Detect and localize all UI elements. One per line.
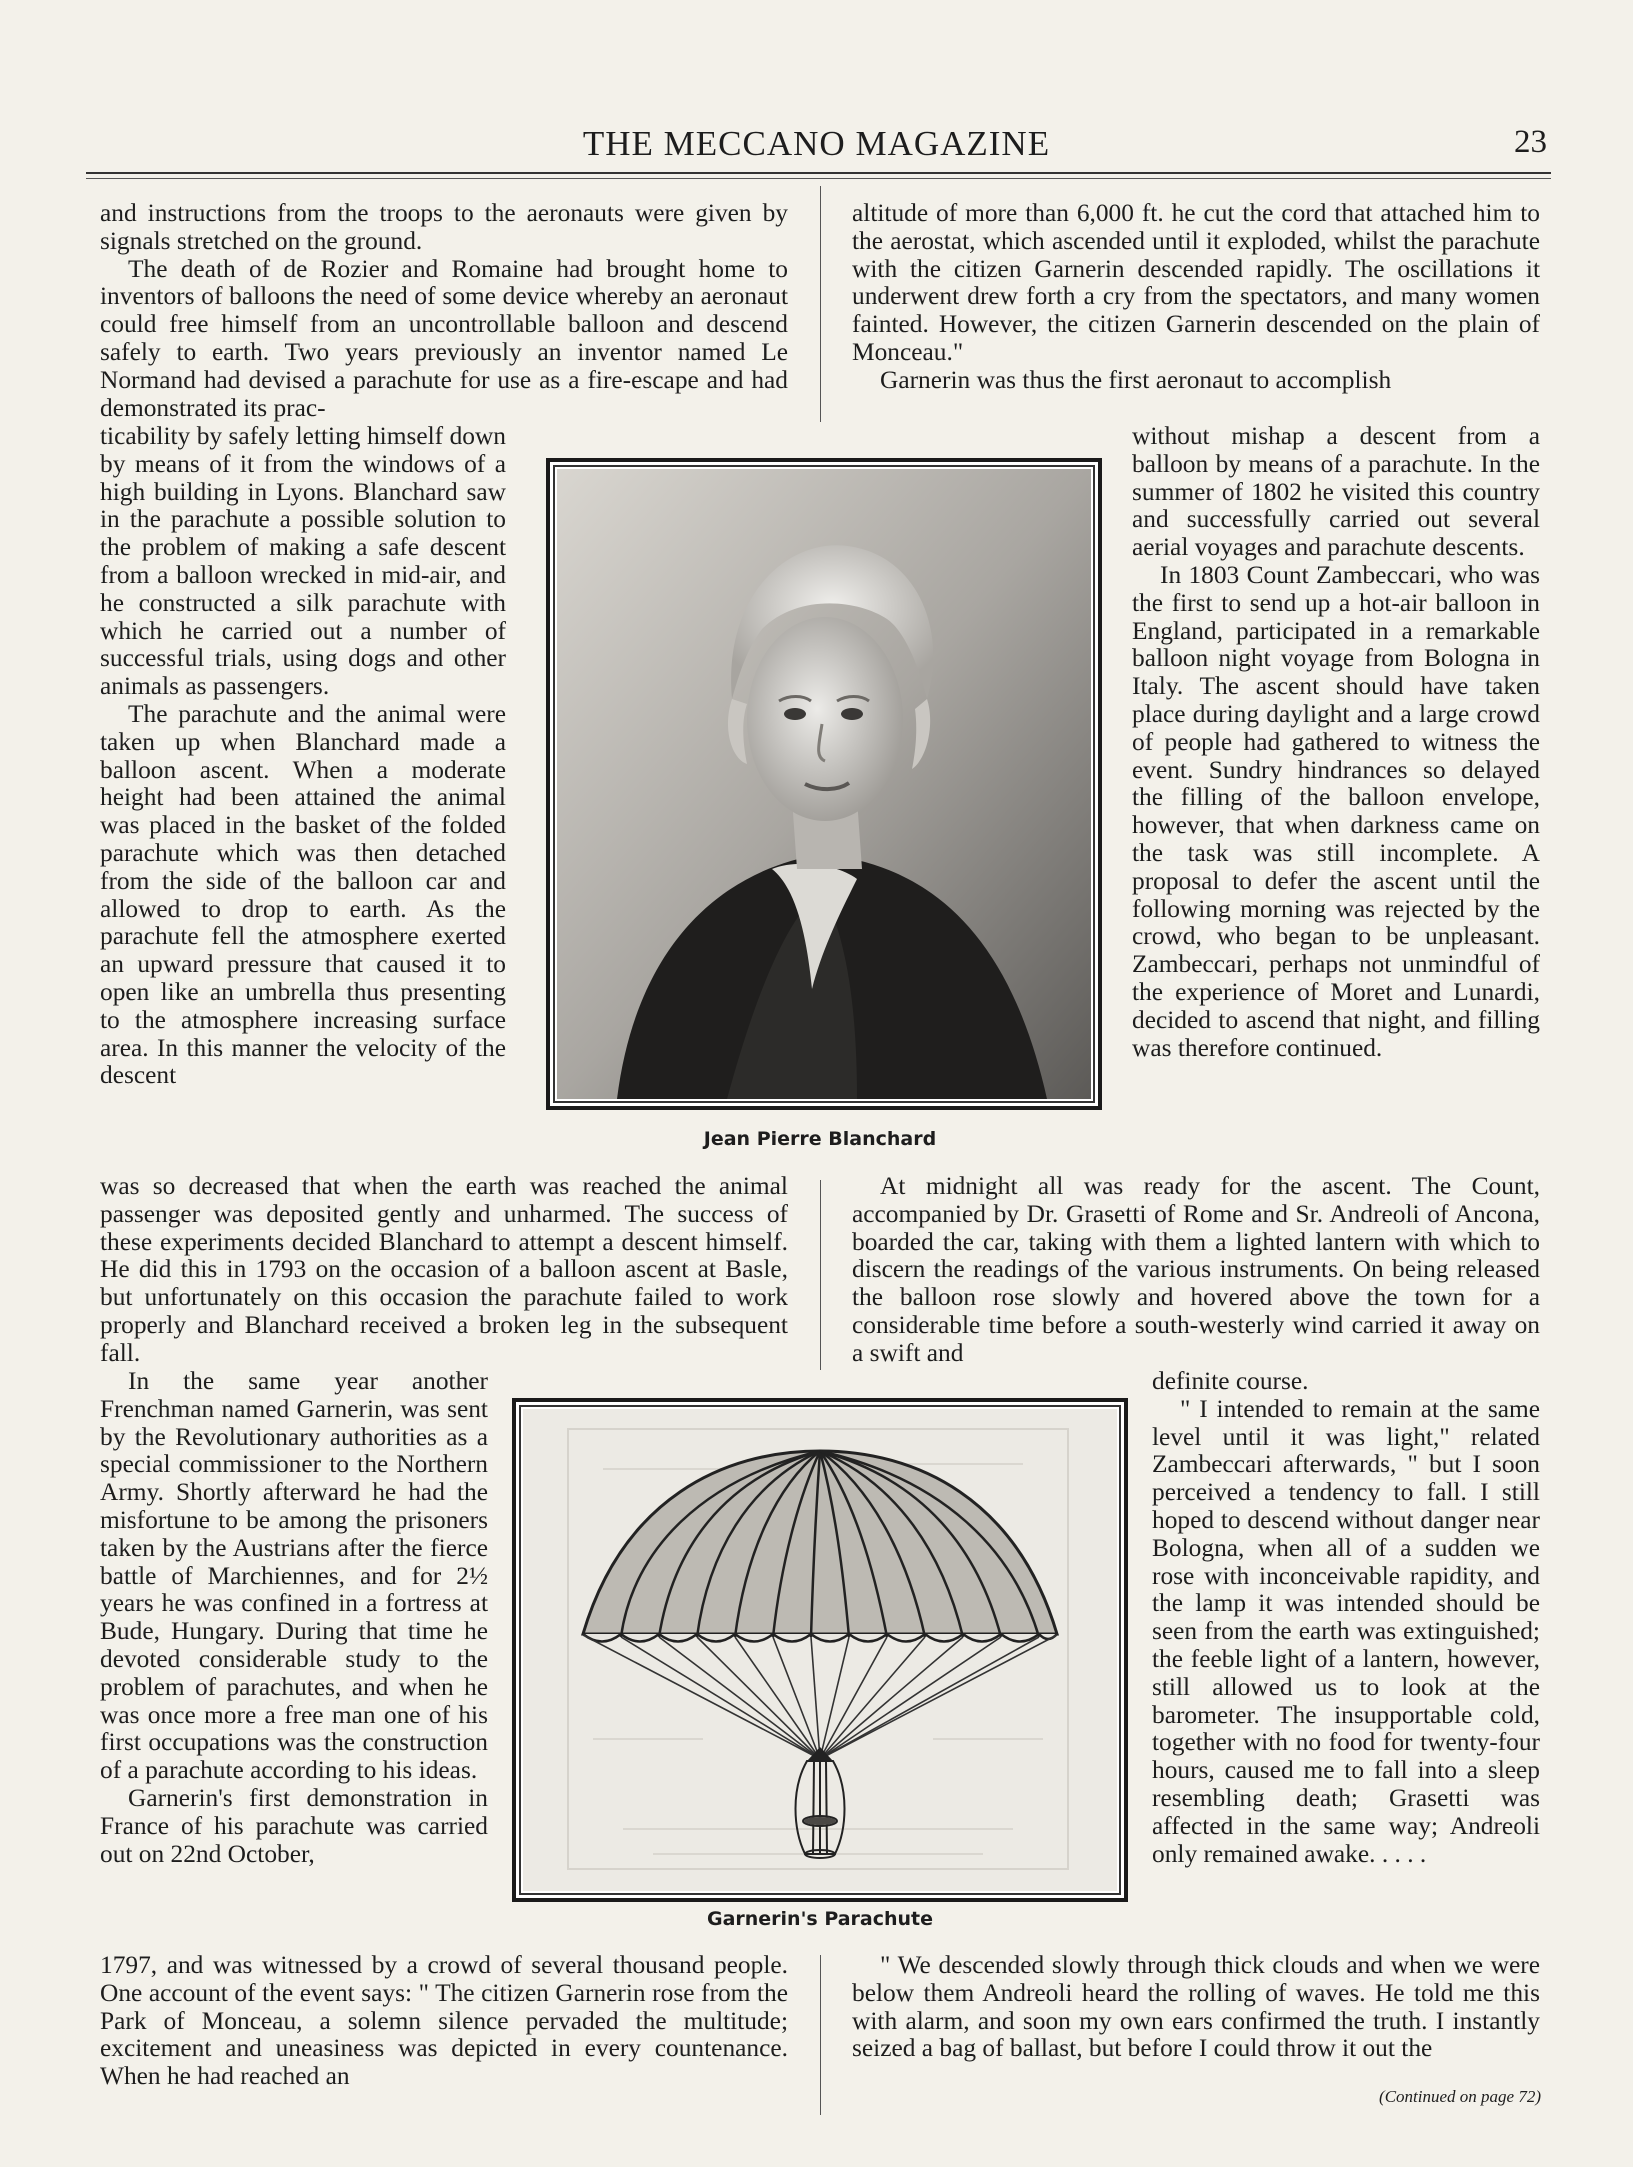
column-divider: [820, 1180, 821, 1370]
header-rule: [86, 172, 1551, 174]
paragraph: At midnight all was ready for the ascent. The Count, accompanied by Dr. Grasetti of Rome and Sr. Andreoli of Ancona, boarded the car, taking with them a lighted lantern with which to discern the readings of the various instruments. On being released the balloon rose slowly and hovered above the town for a considerable time before a south-westerly wind carried it away on a swift and: [852, 1172, 1540, 1367]
paragraph: and instructions from the troops to the aeronauts were given by signals stretched on the ground.: [100, 199, 788, 255]
paragraph: definite course.: [1152, 1367, 1309, 1395]
paragraph: Garnerin's first demonstration in France of his parachute was carried out on 22nd October,: [100, 1783, 488, 1868]
magazine-title: THE MECCANO MAGAZINE: [582, 124, 1051, 163]
left-column-middle: [100, 1173, 788, 1368]
portrait-caption: Jean Pierre Blanchard: [703, 1128, 937, 1150]
paragraph: " We descended slowly through thick clouds and when we were below them Andreoli heard the rolling of waves. He told me this with alarm, and soon my own ears confirmed the truth. I instantly seized a bag of ballast, but before I could throw it out the: [852, 1951, 1540, 2063]
paragraph: without mishap a descent from a balloon by means of a parachute. In the summer of 1802 he visited this country and successfully carried out several aerial voyages and parachute descents.: [1132, 422, 1540, 562]
paragraph: In the same year another Frenchman named Garnerin, was sent by the Revolutionary authorities as a special commissioner to the Northern Army. Shortly afterward he had the misfortune to be among the prisoners taken by the Austrians after the fierce battle of Marchiennes, and for 2½ years he was confined in a fortress at Bude, Hungary. During that time he devoted considerable study to the problem of parachutes, and when he was once more a free man one of his first occupations was the construction of a parachute according to his ideas.: [100, 1367, 488, 1785]
paragraph: ticability by safely letting himself down by means of it from the windows of a high building in Lyons. Blanchard saw in the parachute a possible solution to the problem of making a safe descent from a balloon wrecked in mid-air, and he constructed a silk parachute with which he carried out a number of successful trials, using dogs and other animals as passengers.: [100, 422, 506, 701]
portrait-figure: [546, 458, 1102, 1110]
header-rule-thin: [86, 178, 1551, 179]
column-divider: [820, 1955, 821, 2115]
right-column-top: [852, 200, 1540, 395]
left-column-top: [100, 200, 788, 422]
paragraph: " I intended to remain at the same level until it was light," related Zambeccari afterwards, " but I soon perceived a tendency to fall. I still hoped to descend without danger near Bologna, when all of a sudden we rose with inconceivable rapidity, and the lamp it was intended should be seen from the earth was extinguished; the feeble light of a lantern, however, still allowed us to look at the barometer. The insupportable cold, together with no food for twenty-four hours, caused me to fall into a sleep resembling death; Grasetti was affected in the same way; Andreoli only remained awake. . . . .: [1152, 1394, 1540, 1868]
paragraph: The parachute and the animal were taken up when Blanchard made a balloon ascent. When a moderate height had been attained the animal was placed in the basket of the folded parachute which was then detached from the side of the balloon car and allowed to drop to earth. As the parachute fell the atmosphere exerted an upward pressure that caused it to open like an umbrella thus presenting to the atmosphere increasing surface area. In this manner the velocity of the descent: [100, 699, 506, 1090]
paragraph: was so decreased that when the earth was reached the animal passenger was deposited gently and unharmed. The success of these experiments decided Blanchard to attempt a descent himself. He did this in 1793 on the occasion of a balloon ascent at Basle, but unfortunately on this occasion the parachute failed to work properly and Blanchard received a broken leg in the subsequent fall.: [100, 1172, 788, 1367]
blanchard-portrait-image: [557, 469, 1091, 1099]
right-column-bottom: [852, 1952, 1540, 2063]
right-column-beside-parachute: [1152, 1368, 1540, 1868]
garnerin-parachute-image: [523, 1409, 1117, 1891]
page-number: 23: [1514, 124, 1547, 160]
left-column-bottom: [100, 1952, 788, 2091]
parachute-figure: [512, 1398, 1128, 1902]
paragraph: 1797, and was witnessed by a crowd of several thousand people. One account of the event says: " The citizen Garnerin rose from the Park of Monceau, a solemn silence pervaded the multitude; excitement and uneasiness was depicted in every countenance. When he had reached an: [100, 1951, 788, 2091]
paragraph: In 1803 Count Zambeccari, who was the first to send up a hot-air balloon in England, participated in a remarkable balloon night voyage from Bologna in Italy. The ascent should have taken place during daylight and a large crowd of people had gathered to witness the event. Sundry hindrances so delayed the filling of the balloon envelope, however, that when darkness came on the task was still incomplete. A proposal to defer the ascent until the following morning was rejected by the crowd, who began to be unpleasant. Zambeccari, perhaps not unmindful of the experience of Moret and Lunardi, decided to ascend that night, and filling was therefore continued.: [1132, 560, 1540, 1062]
parachute-caption: Garnerin's Parachute: [706, 1908, 934, 1930]
right-column-beside-portrait: [1132, 423, 1540, 1062]
paragraph: The death of de Rozier and Romaine had brought home to inventors of balloons the need of some device whereby an aeronaut could free himself from an uncontrollable balloon and descend safely to earth. Two years previously an inventor named Le Normand had devised a parachute for use as a fire-escape and had demonstrated its prac-: [100, 254, 788, 422]
left-column-beside-portrait: [100, 423, 506, 1090]
continued-note: (Continued on page 72): [1379, 2087, 1541, 2106]
paragraph: altitude of more than 6,000 ft. he cut the cord that attached him to the aerostat, which ascended until it exploded, whilst the parachute with the citizen Garnerin descended rapidly. The oscillations it underwent drew forth a cry from the spectators, and many women fainted. However, the citizen Garnerin descended on the plain of Monceau.": [852, 199, 1540, 366]
column-divider: [820, 186, 821, 422]
left-column-beside-parachute: [100, 1368, 488, 1868]
paragraph: Garnerin was thus the first aeronaut to accomplish: [880, 365, 1392, 394]
right-column-middle: [852, 1173, 1540, 1368]
